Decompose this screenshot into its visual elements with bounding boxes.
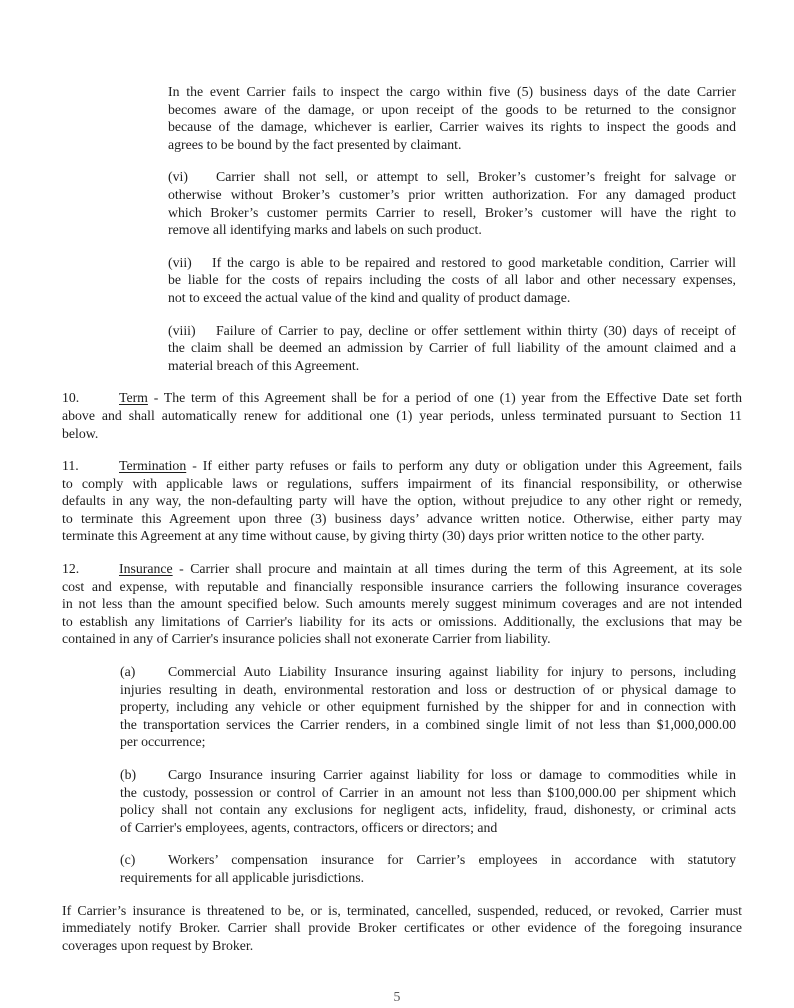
text-line	[62, 919, 742, 937]
text-line	[62, 578, 742, 596]
text-line	[62, 595, 742, 613]
line-content: property, including any vehicle or other equipment furnished by the shipper for and in connection with	[120, 699, 736, 715]
line-content: material breach of this Agreement.	[168, 357, 360, 373]
line-content: be liable for the costs of repairs including the costs of all labor and other necessary expenses,	[168, 272, 736, 288]
text-line	[168, 83, 736, 101]
line-content: which Broker’s customer permits Carrier to resell, Broker’s customer will have the right to	[168, 204, 736, 220]
text-line	[168, 254, 736, 272]
text-line	[62, 630, 742, 648]
text-line	[168, 339, 736, 357]
line-content: in not less than the amount specified below. Such amounts merely suggest minimum coverages and are not intended	[62, 596, 742, 612]
line-content: coverages upon request by Broker.	[62, 937, 254, 953]
item-label: (c)	[120, 852, 136, 868]
line-content: Cargo Insurance insuring Carrier against liability for loss or damage to commodities while in	[168, 767, 736, 782]
text-line	[168, 168, 736, 186]
insurance-item-a	[120, 663, 736, 751]
line-content: - The term of this Agreement shall be for a period of one (1) year from the Effective Date set forth	[147, 390, 742, 406]
line-content: requirements for all applicable jurisdictions.	[120, 869, 365, 885]
line-content: otherwise without Broker’s customer’s prior written authorization. For any damaged product	[168, 186, 736, 202]
insurance-item-c	[120, 851, 736, 886]
clause-vii	[168, 254, 736, 307]
line-content: remove all identifying marks and labels on such product.	[168, 222, 482, 238]
text-line	[168, 289, 736, 307]
line-content: Workers’ compensation insurance for Carrier’s employees in accordance with statutory	[168, 852, 736, 868]
text-line	[120, 716, 736, 734]
text-line	[62, 510, 742, 528]
text-line	[62, 560, 742, 578]
line-content: not to exceed the actual value of the kind and quality of product damage.	[168, 289, 571, 305]
text-line	[62, 425, 742, 443]
line-content: In the event Carrier fails to inspect the cargo within five (5) business days of the date Carrier	[168, 84, 736, 99]
line-content: the transportation services the Carrier renders, in a combined single limit of not less than $1,000,000.00	[120, 716, 736, 732]
text-line	[120, 663, 736, 681]
line-content: If the cargo is able to be repaired and restored to good marketable condition, Carrier will	[212, 254, 736, 270]
text-line	[168, 118, 736, 136]
clause-label: (vi)	[168, 169, 188, 185]
line-content: because of the damage, whichever is earlier, Carrier waives its rights to inspect the goods and	[168, 119, 736, 135]
line-content: Carrier shall not sell, or attempt to sell, Broker’s customer’s freight for salvage or	[216, 169, 736, 185]
text-line	[62, 492, 742, 510]
section-number: 10.	[62, 390, 80, 406]
clause-label: (vii)	[168, 254, 192, 270]
text-line	[62, 613, 742, 631]
section-heading: Insurance	[119, 561, 173, 577]
text-line	[62, 937, 742, 955]
line-content: below.	[62, 425, 99, 441]
insurance-item-b	[120, 766, 736, 836]
line-content: the claim shall be deemed an admission by Carrier of full liability of the amount claimed and a	[168, 340, 736, 356]
paragraph-inspection	[168, 83, 736, 153]
line-content: to establish any limitations of Carrier's liability for its acts or omissions. Additionally, the exclusions that may be	[62, 613, 742, 629]
line-content: policy shall not contain any exclusions for negligent acts, infidelity, fraud, dishonesty, or criminal acts	[120, 802, 736, 818]
line-content: - Carrier shall procure and maintain at all times during the term of this Agreement, at its sole	[172, 561, 742, 577]
line-content: terminate this Agreement at any time without cause, by giving thirty (30) days prior written notice to the other party.	[62, 528, 705, 544]
text-line	[168, 221, 736, 239]
text-line	[120, 869, 736, 887]
line-content: - If either party refuses or fails to perform any duty or obligation under this Agreement, fails	[186, 458, 742, 474]
line-content: the custody, possession or control of Carrier in an amount not less than $100,000.00 per shipment which	[120, 784, 736, 800]
section-12-insurance	[62, 560, 742, 648]
item-label: (a)	[120, 664, 136, 680]
text-line	[120, 851, 736, 869]
line-content: becomes aware of the damage, or upon receipt of the goods to be returned to the consignor	[168, 101, 736, 117]
text-line	[120, 766, 736, 784]
line-content: above and shall automatically renew for additional one (1) year periods, unless terminated pursuant to Section 11	[62, 407, 742, 423]
item-label: (b)	[120, 767, 137, 782]
line-content: contained in any of Carrier's insurance policies shall not exonerate Carrier from liability.	[62, 631, 551, 647]
line-content: Failure of Carrier to pay, decline or offer settlement within thirty (30) days of receipt of	[216, 322, 736, 338]
line-content: to comply with applicable laws or regulations, suffers impairment of its financial responsibility, or otherwise	[62, 475, 742, 491]
line-content: injuries resulting in death, environmental restoration and loss or destruction of or physical damage to	[120, 681, 736, 697]
text-line	[62, 902, 742, 920]
line-content: to terminate this Agreement upon three (3) business days’ advance written notice. Otherwise, either party may	[62, 510, 742, 526]
clause-vi	[168, 168, 736, 238]
text-line	[168, 101, 736, 119]
page-number: 5	[393, 989, 401, 1004]
text-line	[168, 204, 736, 222]
text-line	[168, 357, 736, 375]
text-line	[168, 322, 736, 340]
text-line	[62, 475, 742, 493]
line-content: cost and expense, with reputable and financially responsible insurance carriers the following insurance coverages	[62, 578, 742, 594]
text-line	[62, 407, 742, 425]
line-content: If Carrier’s insurance is threatened to be, or is, terminated, cancelled, suspended, reduced, or revoked, Carrier must	[62, 902, 742, 918]
text-line	[62, 389, 742, 407]
section-10-term	[62, 389, 742, 442]
clause-viii	[168, 322, 736, 375]
text-line	[120, 784, 736, 802]
closing-paragraph	[62, 902, 742, 955]
line-content: of Carrier's employees, agents, contractors, officers or directors; and	[120, 819, 498, 835]
line-content: immediately notify Broker. Carrier shall provide Broker certificates or other evidence of the foregoing insurance	[62, 920, 742, 936]
text-line	[120, 681, 736, 699]
section-heading: Term	[119, 390, 148, 406]
section-11-termination	[62, 457, 742, 545]
text-line	[120, 698, 736, 716]
text-line	[62, 457, 742, 475]
line-content: Commercial Auto Liability Insurance insuring against liability for injury to persons, including	[168, 664, 736, 680]
text-line	[168, 271, 736, 289]
text-line	[120, 819, 736, 837]
text-line	[120, 801, 736, 819]
section-number: 12.	[62, 561, 80, 577]
clause-label: (viii)	[168, 322, 196, 338]
section-number: 11.	[62, 458, 79, 474]
text-line	[120, 733, 736, 751]
text-line	[168, 186, 736, 204]
text-line	[62, 527, 742, 545]
text-line	[168, 136, 736, 154]
line-content: agrees to be bound by the fact presented by claimant.	[168, 136, 462, 152]
line-content: per occurrence;	[120, 734, 206, 750]
section-heading: Termination	[119, 458, 187, 474]
line-content: defaults in any way, the non-defaulting party will have the option, without prejudice to any other right or remedy,	[62, 493, 742, 509]
